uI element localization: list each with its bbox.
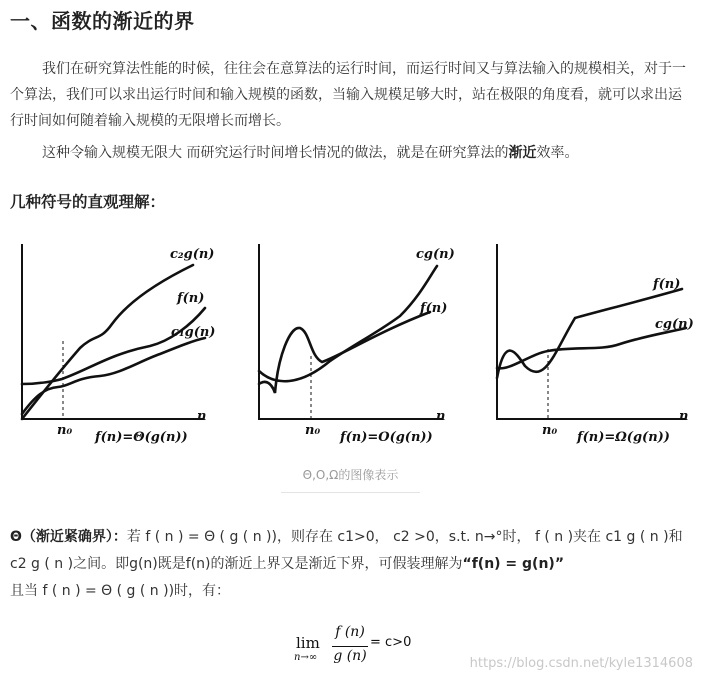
asymptotic-graphs-svg [0,236,701,466]
panel3-f-curve [497,289,682,378]
panel1-top-label: c₂g(n) [170,247,215,262]
para2-text-after: 效率。 [536,145,579,161]
asymptotic-figure [0,236,701,466]
formula-lim: lim [296,634,320,652]
section-heading: 一、函数的渐近的界 [10,9,195,33]
formula-denominator: g (n) [333,648,367,664]
panel1-n0-label: n₀ [57,423,73,438]
panel2-n0-label: n₀ [305,423,321,438]
theta-text2: 且当 f ( n ) = Θ ( g ( n ))时，有： [10,583,231,599]
panel3-axis-label: n [679,409,689,424]
intro-paragraph: 我们在研究算法性能的时候，往往会在意算法的运行时间，而运行时间又与算法输入的规模相关，对于一个算法，我们可以求出运行时间和输入规模的函数，当输入规模足够大时，站在极限的角度看，就可以求出运行时间如何随着输入规模的无限增长而增长。 [10,61,686,129]
formula-lim-sub: n→∞ [294,652,318,663]
panel3-cg-curve [497,328,686,368]
notation-subheading: 几种符号的直观理解： [10,193,166,211]
theta-paragraph [10,524,690,605]
para2-text-before: 这种令输入规模无限大 而研究运行时间增长情况的做法，就是在研究算法的 [42,145,509,161]
limit-formula [296,622,436,672]
panel2-top-label: cg(n) [416,247,455,262]
panel1-c2g-curve [22,265,193,419]
panel1-c1g-curve [22,338,205,414]
panel3-n0-label: n₀ [542,423,558,438]
theta-lead: Θ（渐近紧确界）： [10,529,127,545]
panel1-caption: f(n)=Θ(g(n)) [95,430,188,445]
panel1-axis-label: n [197,409,207,424]
panel3-mid-label: cg(n) [655,317,694,332]
formula-rhs: = c>0 [370,635,412,650]
panel3-top-label: f(n) [653,277,681,292]
caption-divider [281,492,420,493]
formula-numerator: f (n) [335,624,365,640]
asymptotic-paragraph [10,140,690,166]
panel1-low-label: c₁g(n) [171,325,216,340]
panel2-caption: f(n)=O(g(n)) [340,430,433,445]
formula-fraction-bar [332,646,368,647]
panel2-mid-label: f(n) [420,301,448,316]
theta-bold: “f(n) = g(n)” [462,556,565,572]
panel2-cg-curve [259,266,437,381]
panel3-caption: f(n)=Ω(g(n)) [577,430,670,445]
theta-text1: 若 f ( n ) = Θ ( g ( n ))，则存在 c1>0， c2 >0，s.t. n→°时， f ( n )夹在 c1 g ( n )和 c2 g ( n )之间。即g(n)既是f(n)的渐近上界又是渐近下界，可假装理解为 [10,529,683,572]
figure-caption: Θ,O,Ω的图像表示 [302,468,399,482]
para2-bold-term: 渐近 [508,145,537,161]
watermark: https://blog.csdn.net/kyle1314608 [469,656,693,671]
panel1-mid-label: f(n) [177,291,205,306]
panel2-axes [259,244,443,419]
panel2-axis-label: n [436,409,446,424]
